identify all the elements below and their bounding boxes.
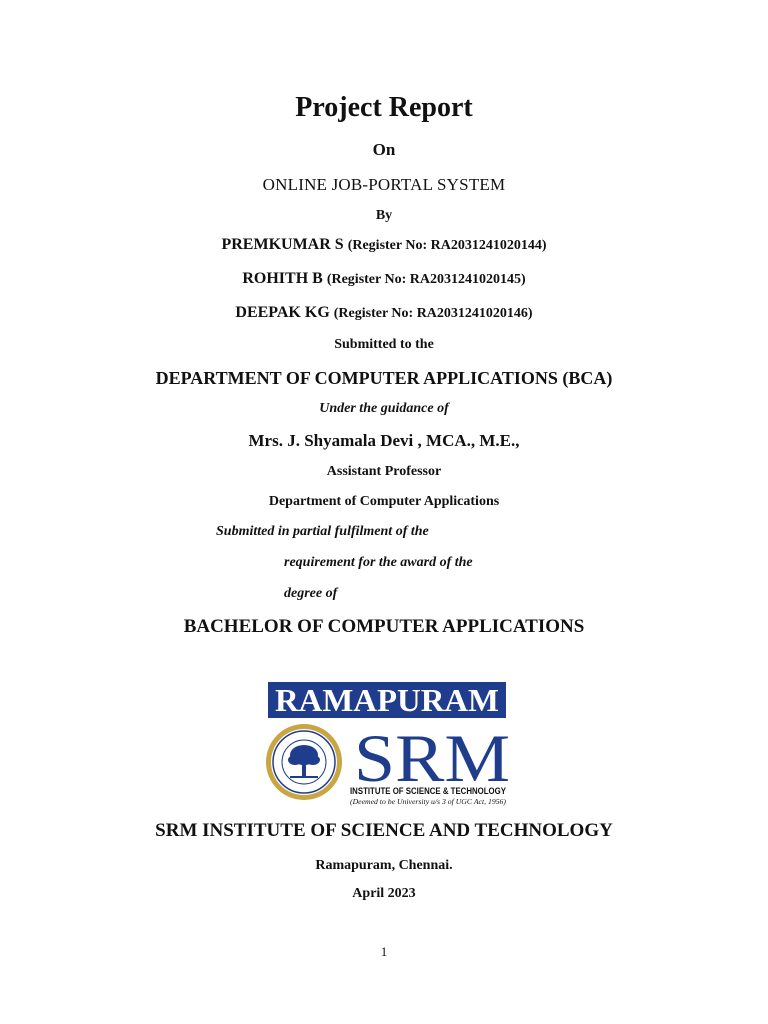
report-title: Project Report xyxy=(295,92,473,123)
student-line xyxy=(0,270,768,288)
student-register-number: (Register No: RA2031241020145) xyxy=(326,272,526,287)
institution-location: Ramapuram, Chennai. xyxy=(315,858,453,873)
student-register-number: (Register No: RA2031241020146) xyxy=(333,306,533,321)
srm-ramapuram-logo xyxy=(264,682,510,808)
student-line xyxy=(0,236,768,254)
submitted-to-label: Submitted to the xyxy=(334,337,434,352)
by-label: By xyxy=(375,208,393,223)
partial-fulfilment-line-2: requirement for the award of the xyxy=(284,555,473,570)
project-name: ONLINE JOB-PORTAL SYSTEM xyxy=(262,175,506,194)
student-name: PREMKUMAR S xyxy=(221,236,344,253)
submission-date: April 2023 xyxy=(352,886,416,901)
partial-fulfilment-line-1: Submitted in partial fulfilment of the xyxy=(216,524,429,539)
department-name: DEPARTMENT OF COMPUTER APPLICATIONS (BCA) xyxy=(155,368,613,388)
institution-name: SRM INSTITUTE OF SCIENCE AND TECHNOLOGY xyxy=(155,820,613,841)
student-name: ROHITH B xyxy=(242,270,323,287)
partial-fulfilment-line-3: degree of xyxy=(284,586,338,601)
student-name: DEEPAK KG xyxy=(235,304,330,321)
seal-icon xyxy=(266,724,342,800)
guide-name: Mrs. J. Shyamala Devi , MCA., M.E., xyxy=(248,431,520,450)
logo-tagline: (Deemed to be University u/s 3 of UGC Act, 1956) xyxy=(350,798,507,806)
logo-banner-text: RAMAPURAM xyxy=(275,682,499,718)
student-line xyxy=(0,304,768,322)
guidance-label: Under the guidance of xyxy=(319,401,449,416)
logo-wordmark: SRM xyxy=(354,720,510,796)
on-label: On xyxy=(372,140,396,159)
guide-designation: Assistant Professor xyxy=(326,464,442,479)
logo-subtitle: INSTITUTE OF SCIENCE & TECHNOLOGY xyxy=(350,786,506,796)
student-register-number: (Register No: RA2031241020144) xyxy=(347,238,547,253)
page-number: 1 xyxy=(380,944,388,959)
guide-department: Department of Computer Applications xyxy=(268,494,500,509)
degree-name: BACHELOR OF COMPUTER APPLICATIONS xyxy=(183,616,585,637)
